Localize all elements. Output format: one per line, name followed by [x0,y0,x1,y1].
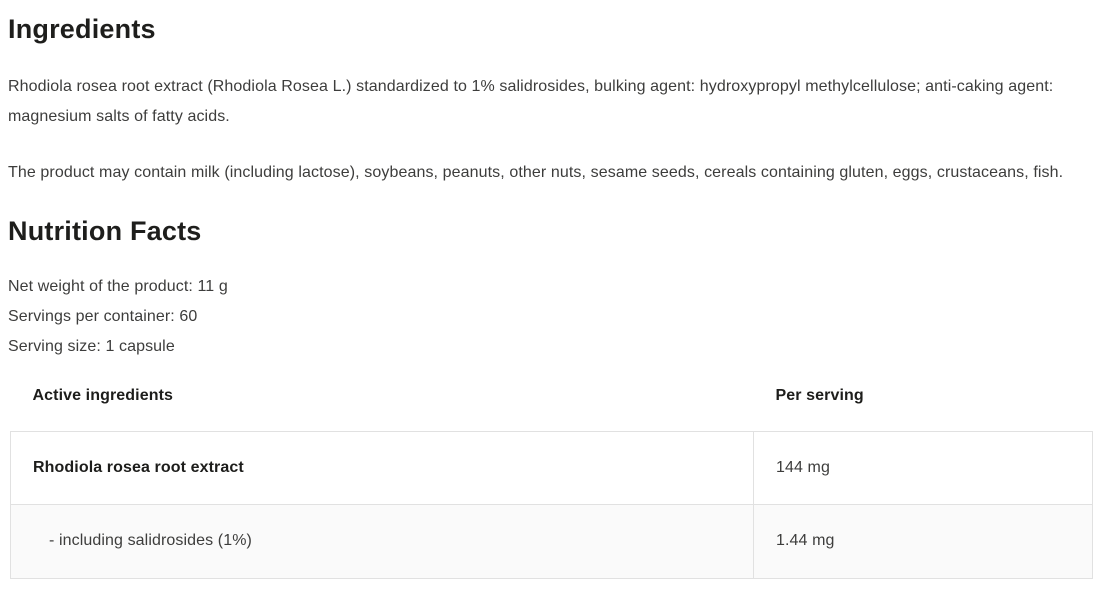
ingredient-name-cell: Rhodiola rosea root extract [11,431,754,504]
servings-per-container-line: Servings per container: 60 [8,308,198,325]
ingredients-heading: Ingredients [8,14,156,44]
table-row [11,431,1093,504]
net-weight-line: Net weight of the product: 11 g [8,278,228,295]
table-header-row [11,362,1093,431]
ingredient-value-cell: 1.44 mg [754,504,1093,578]
column-header-per-serving: Per serving [754,362,1093,431]
allergen-info-paragraph: The product may contain milk (including lactose), soybeans, peanuts, other nuts, sesame seeds, cereals containing gluten, eggs, crustaceans, fish. [8,164,1064,181]
serving-info-block [8,272,1092,362]
table-row [11,504,1093,578]
active-ingredients-table [10,362,1093,579]
product-details-section [8,12,1092,579]
serving-size-line: Serving size: 1 capsule [8,338,175,355]
column-header-active-ingredients: Active ingredients [11,362,754,431]
ingredient-value-cell: 144 mg [754,431,1093,504]
nutrition-facts-heading: Nutrition Facts [8,216,202,246]
ingredient-name-cell: - including salidrosides (1%) [11,504,754,578]
ingredients-composition-paragraph: Rhodiola rosea root extract (Rhodiola Rosea L.) standardized to 1% salidrosides, bulking agent: hydroxypropyl methylcellulose; anti-caking agent: magnesium salts of fatty acids. [8,78,1054,125]
